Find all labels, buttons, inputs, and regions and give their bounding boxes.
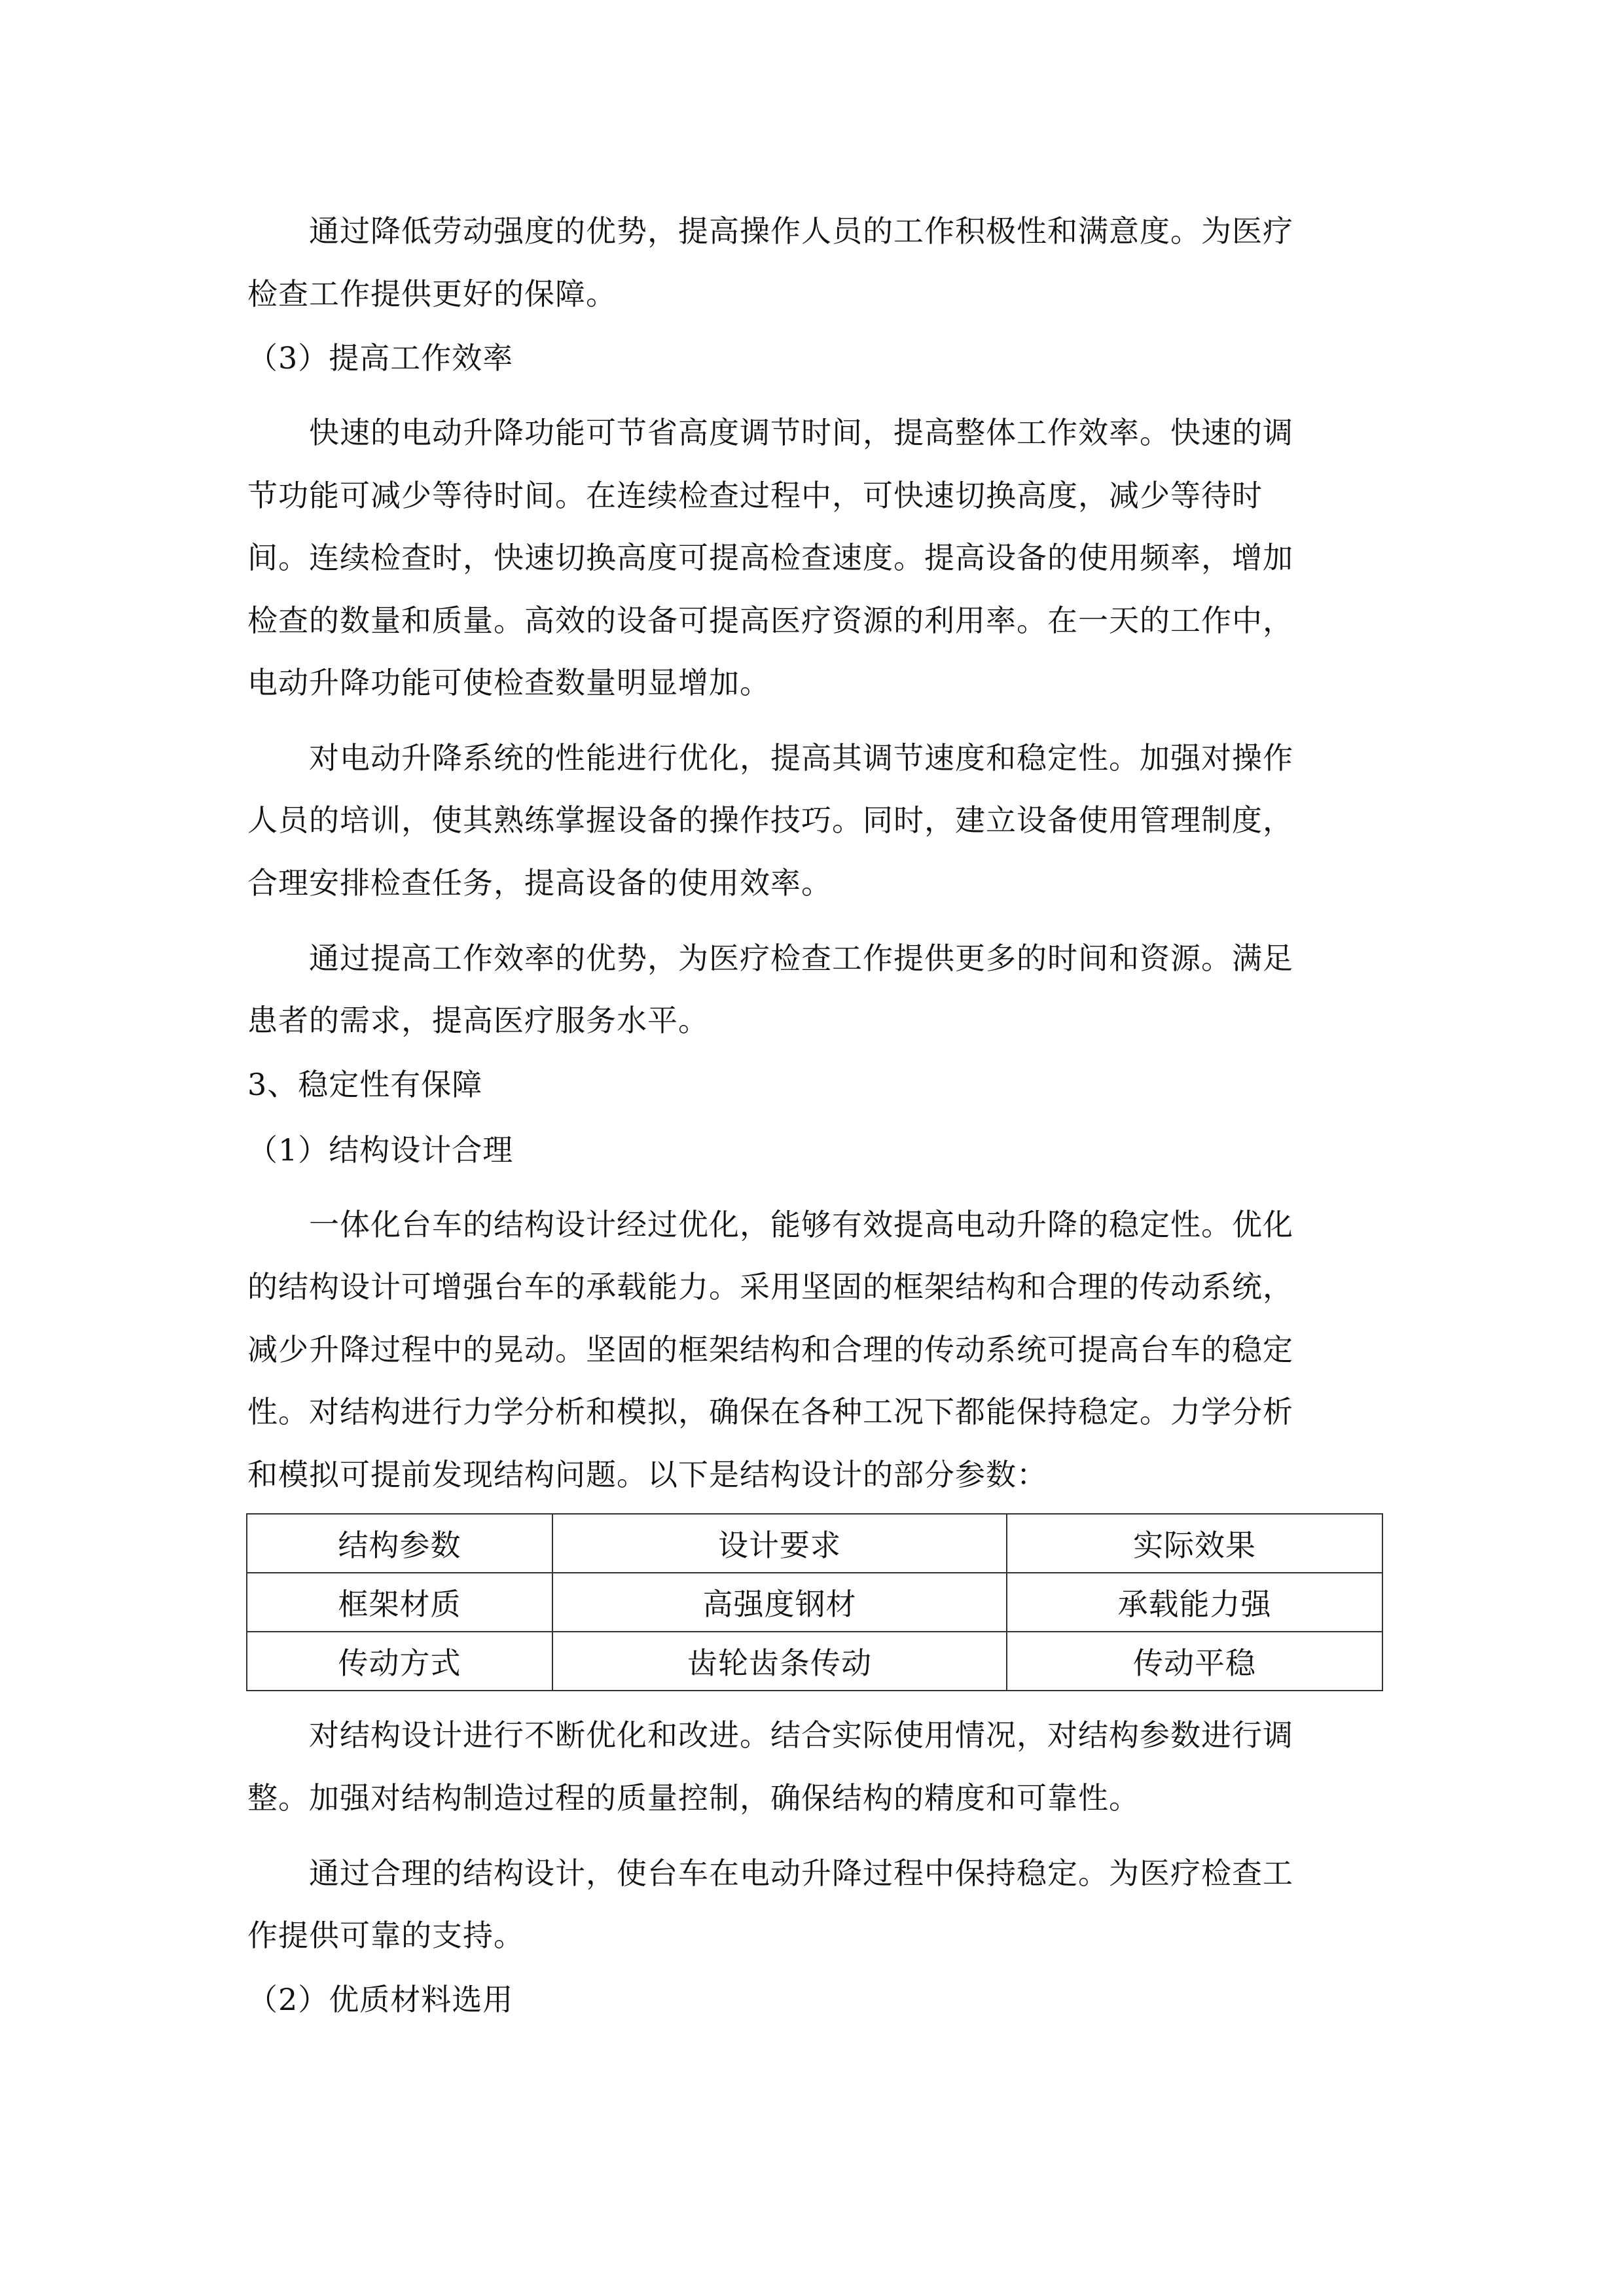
subsection-heading: （2）优质材料选用	[247, 1982, 514, 2017]
paragraph-line: 对结构设计进行不断优化和改进。结合实际使用情况，对结构参数进行调	[309, 1717, 1293, 1753]
table-cell: 传动平稳	[1007, 1632, 1382, 1691]
paragraph-line: 通过合理的结构设计，使台车在电动升降过程中保持稳定。为医疗检查工	[309, 1856, 1293, 1891]
paragraph-line: 电动升降功能可使检查数量明显增加。	[247, 665, 770, 700]
table-header-row	[247, 1514, 1382, 1573]
subsection-heading: （3）提高工作效率	[247, 340, 514, 376]
paragraph-line: 的结构设计可增强台车的承载能力。采用坚固的框架结构和合理的传动系统，	[247, 1269, 1293, 1304]
table-cell: 承载能力强	[1007, 1573, 1382, 1632]
paragraph-line: 检查的数量和质量。高效的设备可提高医疗资源的利用率。在一天的工作中，	[247, 603, 1293, 638]
paragraph-line: 快速的电动升降功能可节省高度调节时间，提高整体工作效率。快速的调	[309, 415, 1293, 450]
paragraph-line: 和模拟可提前发现结构问题。以下是结构设计的部分参数：	[247, 1457, 1047, 1492]
table-cell: 传动方式	[247, 1632, 552, 1691]
paragraph-line: 间。连续检查时，快速切换高度可提高检查速度。提高设备的使用频率，增加	[247, 540, 1293, 575]
table-header-cell: 结构参数	[247, 1514, 552, 1573]
table-cell: 齿轮齿条传动	[552, 1632, 1007, 1691]
paragraph-line: 对电动升降系统的性能进行优化，提高其调节速度和稳定性。加强对操作	[309, 740, 1293, 776]
paragraph-line: 节功能可减少等待时间。在连续检查过程中，可快速切换高度，减少等待时	[247, 478, 1263, 513]
table-header-cell: 设计要求	[552, 1514, 1007, 1573]
table-header-cell: 实际效果	[1007, 1514, 1382, 1573]
paragraph-line: 通过提高工作效率的优势，为医疗检查工作提供更多的时间和资源。满足	[309, 941, 1293, 976]
section-heading: 3、稳定性有保障	[247, 1067, 483, 1102]
paragraph-line: 整。加强对结构制造过程的质量控制，确保结构的精度和可靠性。	[247, 1780, 1140, 1816]
paragraph-line: 减少升降过程中的晃动。坚固的框架结构和合理的传动系统可提高台车的稳定	[247, 1332, 1293, 1367]
parameters-table	[246, 1513, 1383, 1691]
paragraph-line: 通过降低劳动强度的优势，提高操作人员的工作积极性和满意度。为医疗	[309, 213, 1293, 249]
paragraph-line: 一体化台车的结构设计经过优化，能够有效提高电动升降的稳定性。优化	[309, 1207, 1293, 1242]
paragraph-line: 性。对结构进行力学分析和模拟，确保在各种工况下都能保持稳定。力学分析	[247, 1394, 1293, 1429]
table-row	[247, 1632, 1382, 1691]
paragraph-line: 作提供可靠的支持。	[247, 1918, 524, 1953]
table-cell: 高强度钢材	[552, 1573, 1007, 1632]
paragraph-line: 患者的需求，提高医疗服务水平。	[247, 1003, 709, 1038]
table-row	[247, 1573, 1382, 1632]
paragraph-line: 合理安排检查任务，提高设备的使用效率。	[247, 865, 832, 901]
subsection-heading: （1）结构设计合理	[247, 1132, 514, 1168]
table-cell: 框架材质	[247, 1573, 552, 1632]
paragraph-line: 检查工作提供更好的保障。	[247, 276, 617, 312]
paragraph-line: 人员的培训，使其熟练掌握设备的操作技巧。同时，建立设备使用管理制度，	[247, 802, 1293, 838]
